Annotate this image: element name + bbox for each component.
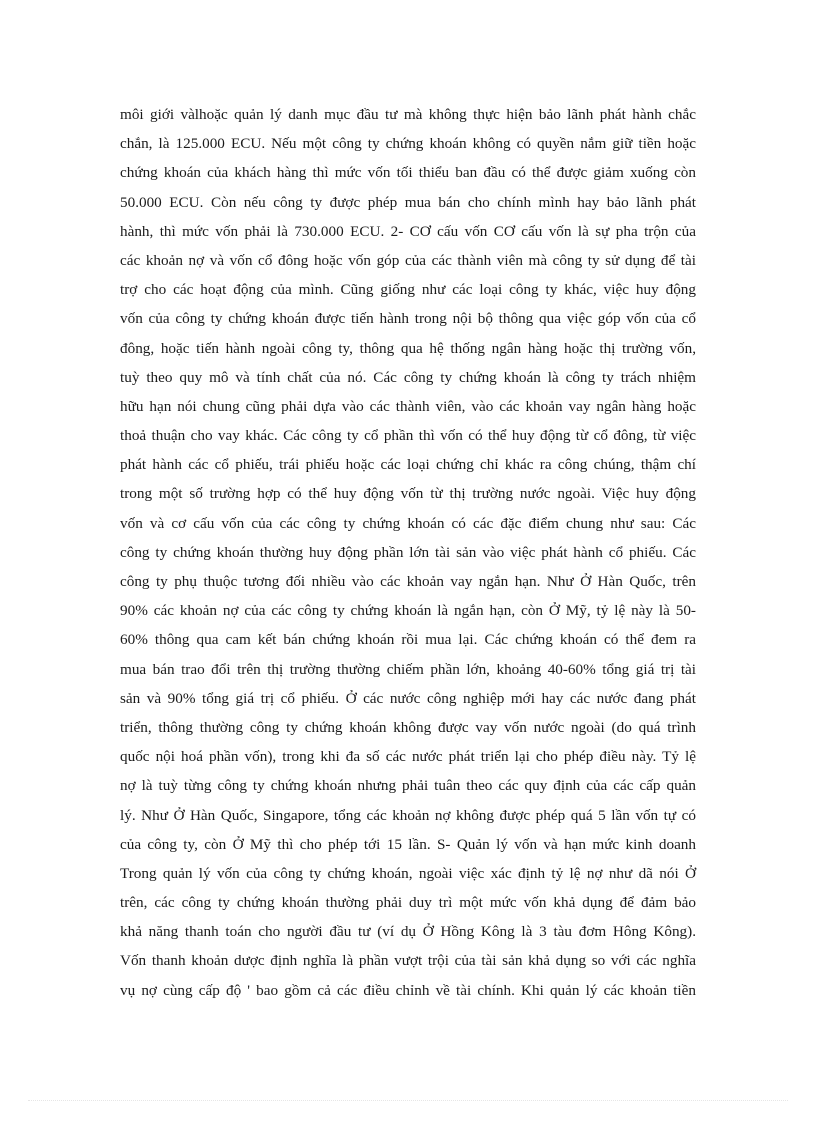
text-line: hành, thì mức vốn phải là 730.000 ECU. 2- CƠ cấu vốn CƠ cấu vốn là sự pha trộn của <box>120 222 696 240</box>
text-line: hữu hạn nói chung cũng phải dựa vào các thành viên, vào các khoản vay ngân hàng hoặc <box>120 397 696 415</box>
page-bottom-divider <box>28 1100 788 1101</box>
text-line: phát hành các cổ phiếu, trái phiếu hoặc các loại chứng chỉ khác ra công chúng, thậm chí <box>120 456 696 474</box>
text-line: đông, hoặc tiến hành ngoài công ty, thông qua hệ thống ngân hàng hoặc thị trường vốn, <box>120 339 696 357</box>
text-line: vốn của công ty chứng khoán được tiến hành trong nội bộ thông qua việc góp vốn của cổ <box>120 310 696 328</box>
text-line: 50.000 ECU. Còn nếu công ty được phép mua bán cho chính mình hay bảo lãnh phát <box>120 193 696 211</box>
text-line: công ty phụ thuộc tương đối nhiều vào các khoản vay ngắn hạn. Như Ở Hàn Quốc, trên <box>120 573 696 590</box>
text-line: vụ nợ cùng cấp độ ' bao gồm cả các điều chỉnh về tài chính. Khi quản lý các khoản tiền <box>120 981 696 999</box>
text-line: triển, thông thường công ty chứng khoán không được vay vốn nước ngoài (do quá trình <box>120 718 696 736</box>
text-line: của công ty, còn Ở Mỹ thì cho phép tới 15 lần. S- Quản lý vốn và hạn mức kinh doanh <box>120 835 696 853</box>
text-line: tuỳ theo quy mô và tính chất của nó. Các công ty chứng khoán là công ty trách nhiệm <box>120 368 696 386</box>
text-line: Vốn thanh khoản dược định nghĩa là phần vượt trội của tài sản khả dụng so với các nghĩa <box>120 952 696 970</box>
text-line: trên, các công ty chứng khoán thường phải duy trì một mức vốn khả dụng để đảm bảo <box>120 894 696 912</box>
text-line: trợ cho các hoạt động của mình. Cũng giống như các loại công ty khác, việc huy động <box>120 281 696 299</box>
text-line: khả năng thanh toán cho người đầu tư (ví dụ Ở Hồng Kông là 3 tàu đơm Hông Kông). <box>120 923 696 941</box>
text-line: Trong quản lý vốn của công ty chứng khoán, ngoài việc xác định tỷ lệ nợ như dã nói Ở <box>120 864 696 882</box>
text-line: 60% thông qua cam kết bán chứng khoán rồi mua lại. Các chứng khoán có thể đem ra <box>120 631 696 649</box>
text-line: lý. Như Ở Hàn Quốc, Singapore, tổng các khoản nợ không được phép quá 5 lần vốn tự có <box>120 806 696 824</box>
body-text <box>120 100 696 1005</box>
text-line: vốn và cơ cấu vốn của các công ty chứng khoán có các đặc điểm chung như sau: Các <box>120 514 696 532</box>
text-line: chứng khoán của khách hàng thì mức vốn tối thiểu ban đầu có thể được giảm xuống còn <box>120 164 696 182</box>
text-line: thoả thuận cho vay khác. Các công ty cổ phần thì vốn có thể huy động từ cổ đông, từ việc <box>120 427 696 445</box>
text-line: quốc nội hoá phần vốn), trong khi đa số các nước phát triển lại cho phép điều này. Tỷ lệ <box>120 748 696 766</box>
text-line: môi giới vàlhoặc quản lý danh mục đầu tư mà không thực hiện bảo lãnh phát hành chắc <box>120 106 696 123</box>
text-line: công ty chứng khoán thường huy động phần lớn tài sản vào việc phát hành cổ phiếu. Các <box>120 543 696 561</box>
text-line: chắn, là 125.000 ECU. Nếu một công ty chứng khoán không có quyền nắm giữ tiền hoặc <box>120 135 696 153</box>
text-line: mua bán trao đổi trên thị trường thường chiếm phần lớn, khoảng 40-60% tổng giá trị tài <box>120 660 696 678</box>
text-line: trong một số trường hợp có thể huy động vốn từ thị trường nước ngoài. Việc huy động <box>120 485 696 503</box>
text-line: các khoản nợ và vốn cổ đông hoặc vốn góp của các thành viên mà công ty sử dụng để tài <box>120 251 696 269</box>
text-line: 90% các khoản nợ của các công ty chứng khoán là ngắn hạn, còn Ở Mỹ, tỷ lệ này là 50- <box>120 602 696 620</box>
text-line: nợ là tuỳ từng công ty chứng khoán nhưng phải tuân theo các quy định của các cấp quản <box>120 777 696 795</box>
text-line: sản và 90% tổng giá trị cổ phiếu. Ở các nước công nghiệp mới hay các nước đang phát <box>120 689 696 707</box>
